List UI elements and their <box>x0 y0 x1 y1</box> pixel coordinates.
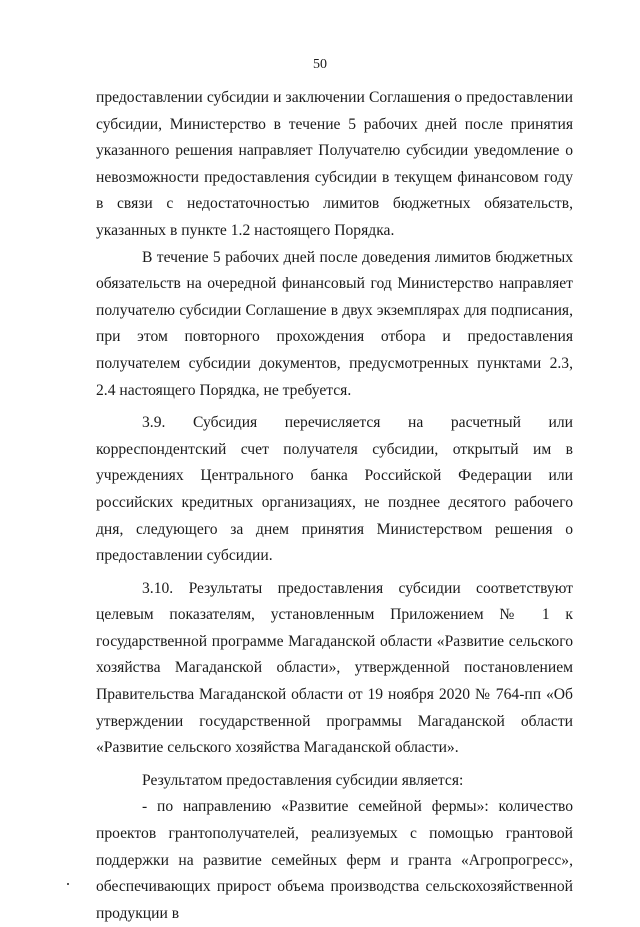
paragraph-4: 3.10. Результаты предоставления субсидии соответствуют целевым показателям, установленным Приложением № 1 к государственной программе Магаданской области «Развитие сельского хозяйства Магаданской области», утвержденной постановлением Правительства Магаданской области от 19 ноября 2020 № 764-пп «Об утверждении государственной программы Магаданской области «Развитие сельского хозяйства Магаданской области». <box>96 579 573 757</box>
document-body <box>96 85 573 927</box>
scan-speck <box>67 883 69 885</box>
paragraph-3: 3.9. Субсидия перечисляется на расчетный или корреспондентский счет получателя субсидии, открытый им в учреждениях Центрального банка Российской Федерации или российских кредитных организациях, не позднее десятого рабочего дня, следующего за днем принятия Министерством решения о предоставлении субсидии. <box>96 414 573 565</box>
paragraph-5: Результатом предоставления субсидии является: <box>142 771 464 789</box>
page-number: 50 <box>313 57 327 72</box>
paragraph-6: - по направлению «Развитие семейной фермы»: количество проектов грантополучателей, реализуемых с помощью грантовой поддержки на развитие семейных ферм и гранта «Агропрогресс», обеспечивающих прирост объема производства сельскохозяйственной продукции в <box>96 798 573 922</box>
paragraph-1: предоставлении субсидии и заключении Соглашения о предоставлении субсидии, Министерство в течение 5 рабочих дней после принятия указанного решения направляет Получателю субсидии уведомление о невозможности предоставления субсидии в текущем финансовом году в связи с недостаточностью лимитов бюджетных обязательств, указанных в пункте 1.2 настоящего Порядка. <box>96 89 573 239</box>
paragraph-2: В течение 5 рабочих дней после доведения лимитов бюджетных обязательств на очередной финансовый год Министерство направляет получателю субсидии Соглашение в двух экземплярах для подписания, при этом повторного прохождения отбора и предоставления получателем субсидии документов, предусмотренных пунктами 2.3, 2.4 настоящего Порядка, не требуется. <box>96 248 573 399</box>
